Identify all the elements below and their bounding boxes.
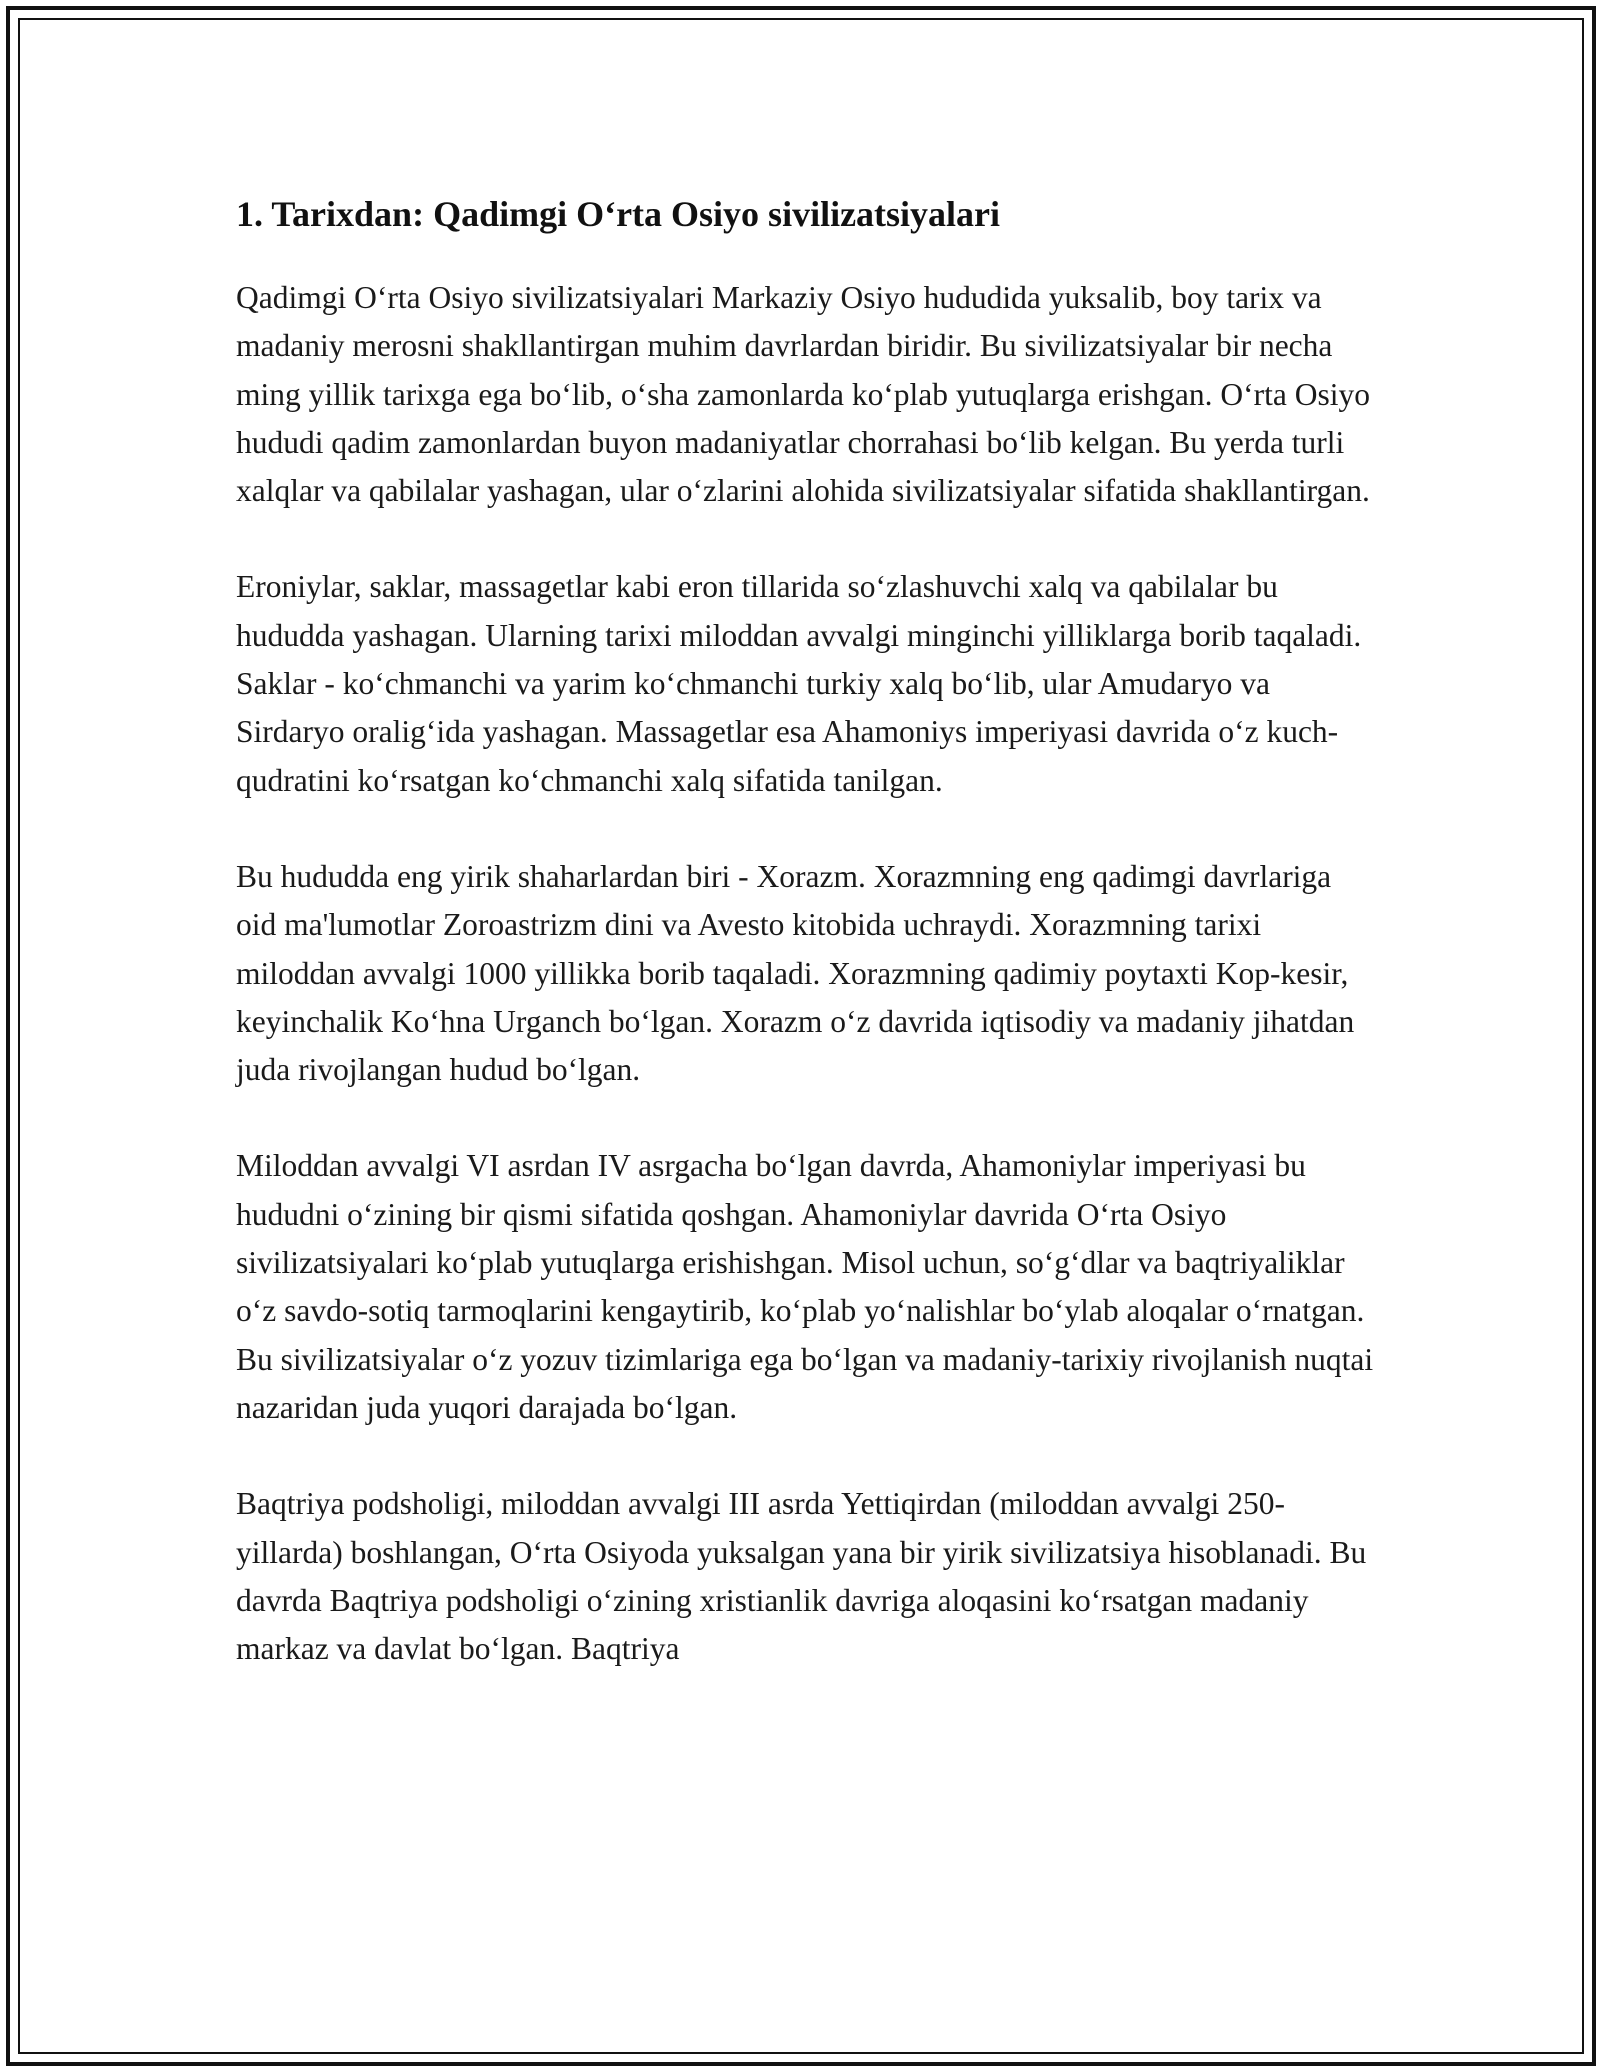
- paragraph-2: Eroniylar, saklar, massagetlar kabi eron tillarida so‘zlashuvchi xalq va qabilalar bu hududda yashagan. Ularning tarixi miloddan avvalgi minginchi yilliklarga borib taqaladi. Saklar - ko‘chmanchi va yarim ko‘chmanchi turkiy xalq bo‘lib, ular Amudaryo va Sirdaryo oralig‘ida yashagan. Massagetlar esa Ahamoniys imperiyasi davrida o‘z kuch-qudratini ko‘rsatgan ko‘chmanchi xalq sifatida tanilgan.: [236, 569, 1362, 798]
- paragraph-3: Bu hududda eng yirik shaharlardan biri - Xorazm. Xorazmning eng qadimgi davrlariga oid ma'lumotlar Zoroastrizm dini va Avesto kitobida uchraydi. Xorazmning tarixi miloddan avvalgi 1000 yillikka borib taqaladi. Xorazmning qadimiy poytaxti Kop-kesir, keyinchalik Ko‘hna Urganch bo‘lgan. Xorazm o‘z davrida iqtisodiy va madaniy jihatdan juda rivojlangan hudud bo‘lgan.: [236, 858, 1355, 1088]
- paragraph-5: Baqtriya podsholigi, miloddan avvalgi III asrda Yettiqirdan (miloddan avvalgi 250-yillarda) boshlangan, O‘rta Osiyoda yuksalgan yana bir yirik sivilizatsiya hisoblanadi. Bu davrda Baqtriya podsholigi o‘zining xristianlik davriga aloqasini ko‘rsatgan madaniy markaz va davlat bo‘lgan. Baqtriya: [236, 1486, 1367, 1667]
- document-body: [236, 188, 1376, 1721]
- paragraph-4: Miloddan avvalgi VI asrdan IV asrgacha bo‘lgan davrda, Ahamoniylar imperiyasi bu hududni o‘zining bir qismi sifatida qoshgan. Ahamoniylar davrida O‘rta Osiyo sivilizatsiyalari ko‘plab yutuqlarga erishishgan. Misol uchun, so‘g‘dlar va baqtriyaliklar o‘z savdo-sotiq tarmoqlarini kengaytirib, ko‘plab yo‘nalishlar bo‘ylab aloqalar o‘rnatgan. Bu sivilizatsiyalar o‘z yozuv tizimlariga ega bo‘lgan va madaniy-tarixiy rivojlanish nuqtai nazaridan juda yuqori darajada bo‘lgan.: [236, 1148, 1374, 1425]
- paragraph-1: Qadimgi O‘rta Osiyo sivilizatsiyalari Markaziy Osiyo hududida yuksalib, boy tarix va madaniy merosni shakllantirgan muhim davrlardan biridir. Bu sivilizatsiyalar bir necha ming yillik tarixga ega bo‘lib, o‘sha zamonlarda ko‘plab yutuqlarga erishgan. O‘rta Osiyo hududi qadim zamonlardan buyon madaniyatlar chorrahasi bo‘lib kelgan. Bu yerda turli xalqlar va qabilalar yashagan, ular o‘zlarini alohida sivilizatsiyalar sifatida shakllantirgan.: [236, 280, 1370, 509]
- section-heading: 1. Tarixdan: Qadimgi O‘rta Osiyo sivilizatsiyalari: [236, 194, 1001, 234]
